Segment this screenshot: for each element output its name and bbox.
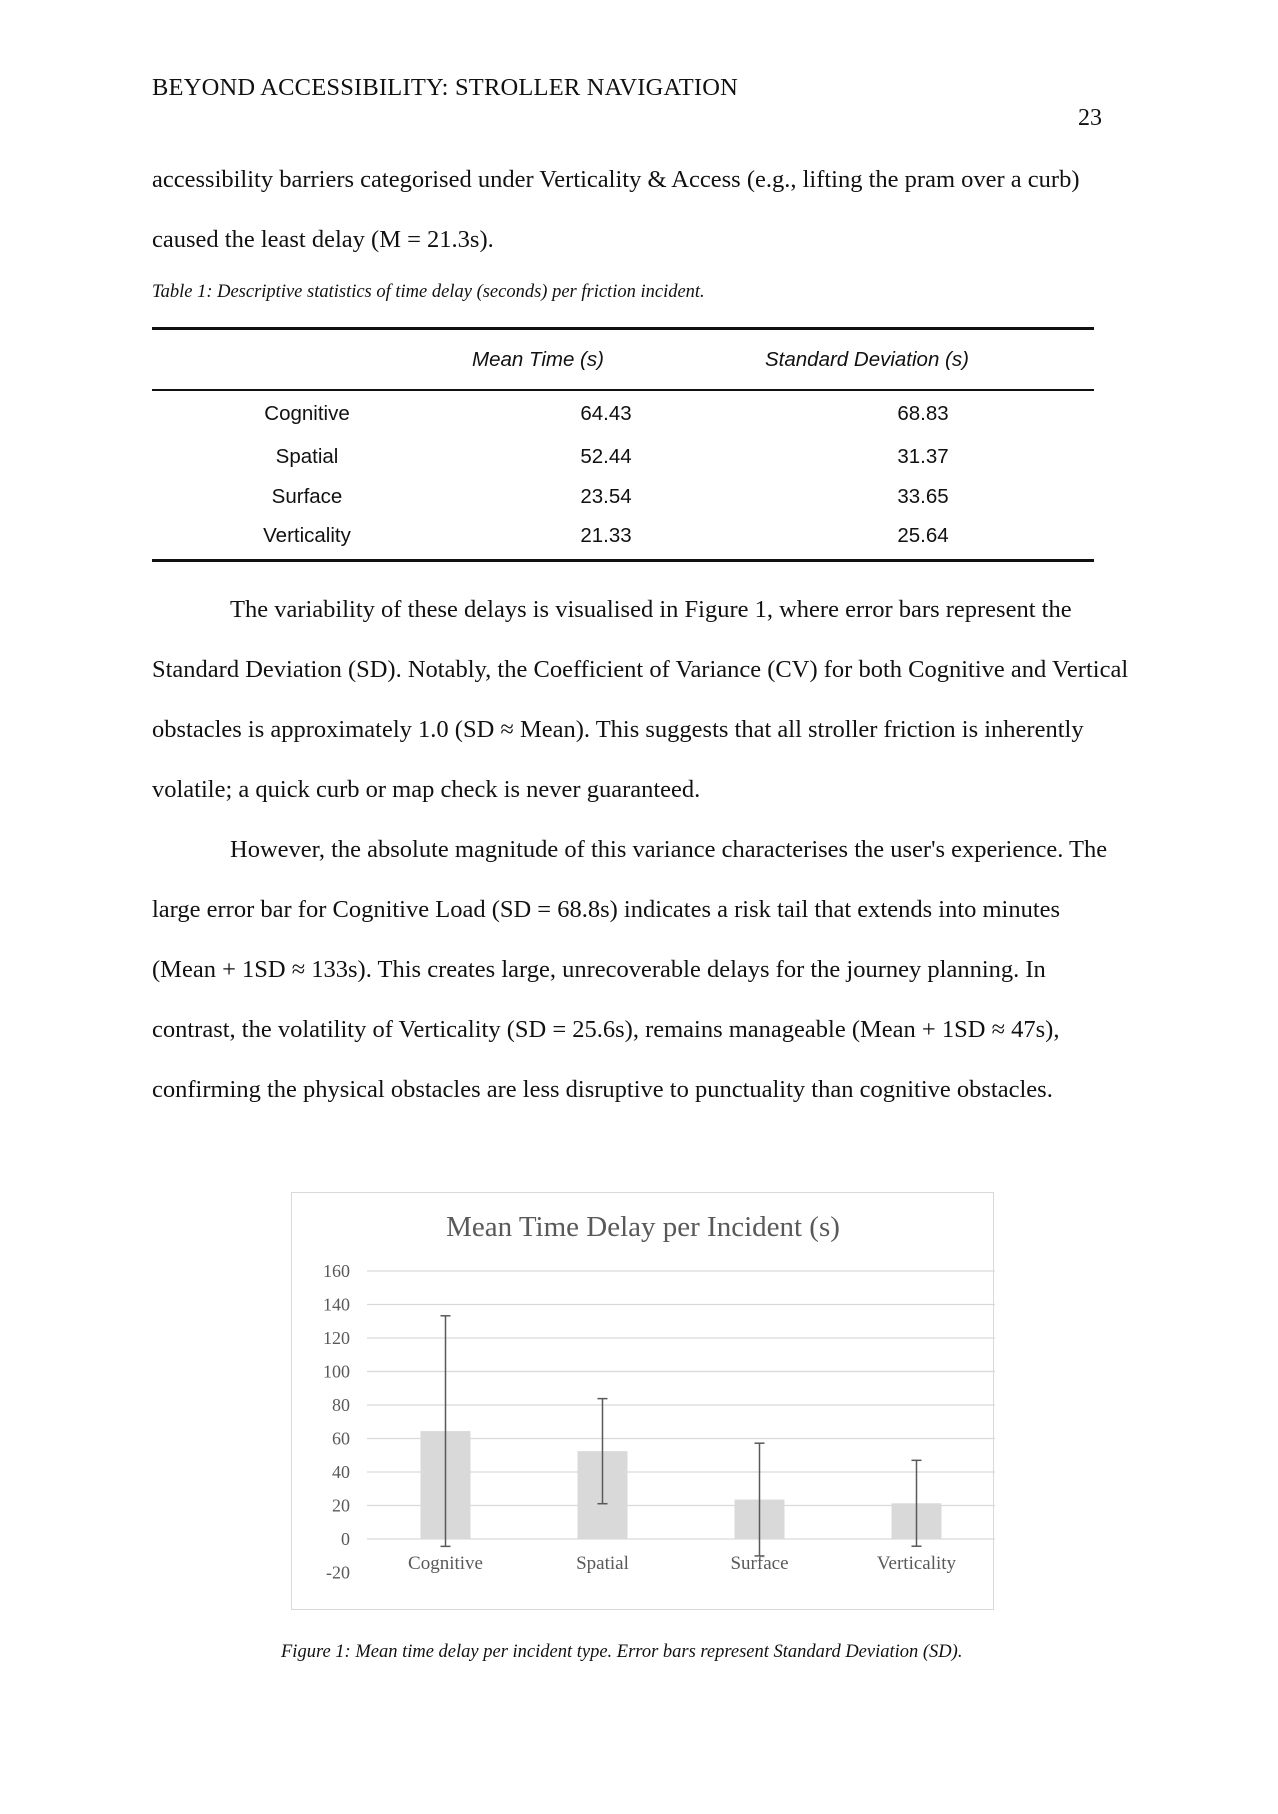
table-bottom-rule bbox=[152, 559, 1094, 562]
table-cell: Cognitive bbox=[264, 402, 350, 425]
paragraph: accessibility barriers categorised under Verticality & Access (e.g., lifting the pram over a curb) caused the least delay (M = 21.3s). bbox=[152, 166, 1080, 253]
x-tick-label: Cognitive bbox=[408, 1553, 483, 1574]
table-cell: 31.37 bbox=[897, 445, 949, 468]
y-tick-label: 20 bbox=[332, 1495, 350, 1516]
chart-bars bbox=[421, 1431, 942, 1539]
table-cell: 64.43 bbox=[580, 402, 632, 425]
table-cell: Spatial bbox=[275, 445, 339, 468]
y-tick-label: 160 bbox=[323, 1261, 350, 1281]
chart-title: Mean Time Delay per Incident (s) bbox=[446, 1211, 840, 1243]
y-tick-label: -20 bbox=[326, 1562, 350, 1583]
y-tick-label: 40 bbox=[332, 1462, 350, 1482]
table-cell: Surface bbox=[271, 485, 343, 508]
table-cell: 52.44 bbox=[580, 445, 632, 468]
chart-frame bbox=[291, 1192, 994, 1610]
figure-caption: Figure 1: Mean time delay per incident type. Error bars represent Standard Deviation (SD). bbox=[281, 1642, 963, 1662]
chart-labels bbox=[323, 1261, 957, 1583]
table-cell: 68.83 bbox=[897, 402, 949, 425]
body-text-main bbox=[152, 580, 1130, 1120]
y-tick-label: 0 bbox=[341, 1529, 350, 1549]
table-cell: Verticality bbox=[263, 524, 351, 547]
table-header-sd: Standard Deviation (s) bbox=[765, 348, 969, 371]
running-head: BEYOND ACCESSIBILITY: STROLLER NAVIGATION bbox=[152, 74, 739, 101]
page-number: 23 bbox=[1078, 105, 1102, 131]
chart-error-bars bbox=[441, 1316, 922, 1556]
paragraph: However, the absolute magnitude of this variance characterises the user's experience. The large error bar for Cognitive Load (SD = 68.8s) indicates a risk tail that extends into minutes (Mean + 1SD ≈ 133s). This creates large, unrecoverable delays for the journey planning. In contrast, the volatility of Verticality (SD = 25.6s), remains manageable (Mean + 1SD ≈ 47s), confirming the physical obstacles are less disruptive to punctuality than cognitive obstacles. bbox=[152, 836, 1108, 1103]
y-tick-label: 80 bbox=[332, 1395, 350, 1415]
body-text-top bbox=[152, 150, 1130, 270]
table-cell: 25.64 bbox=[897, 524, 949, 547]
x-tick-label: Surface bbox=[730, 1553, 789, 1574]
table-cell: 21.33 bbox=[580, 524, 632, 547]
x-tick-label: Verticality bbox=[876, 1553, 957, 1574]
table-cell: 33.65 bbox=[897, 485, 949, 508]
table-cell: 23.54 bbox=[580, 485, 632, 508]
table-header-rule bbox=[152, 389, 1094, 391]
y-tick-label: 60 bbox=[332, 1428, 350, 1449]
paragraph: The variability of these delays is visualised in Figure 1, where error bars represent the Standard Deviation (SD). Notably, the Coefficient of Variance (CV) for both Cognitive and Vertical obstacles is approximately 1.0 (SD ≈ Mean). This suggests that all stroller friction is inherently volatile; a quick curb or map check is never guaranteed. bbox=[152, 596, 1129, 803]
table-top-rule bbox=[152, 327, 1094, 330]
y-tick-label: 120 bbox=[323, 1328, 350, 1348]
y-tick-label: 140 bbox=[323, 1294, 350, 1315]
table-header-mean: Mean Time (s) bbox=[472, 348, 604, 371]
table-caption: Table 1: Descriptive statistics of time delay (seconds) per friction incident. bbox=[152, 282, 705, 302]
y-tick-label: 100 bbox=[323, 1361, 350, 1382]
bar-chart bbox=[292, 1193, 995, 1611]
x-tick-label: Spatial bbox=[576, 1553, 629, 1574]
